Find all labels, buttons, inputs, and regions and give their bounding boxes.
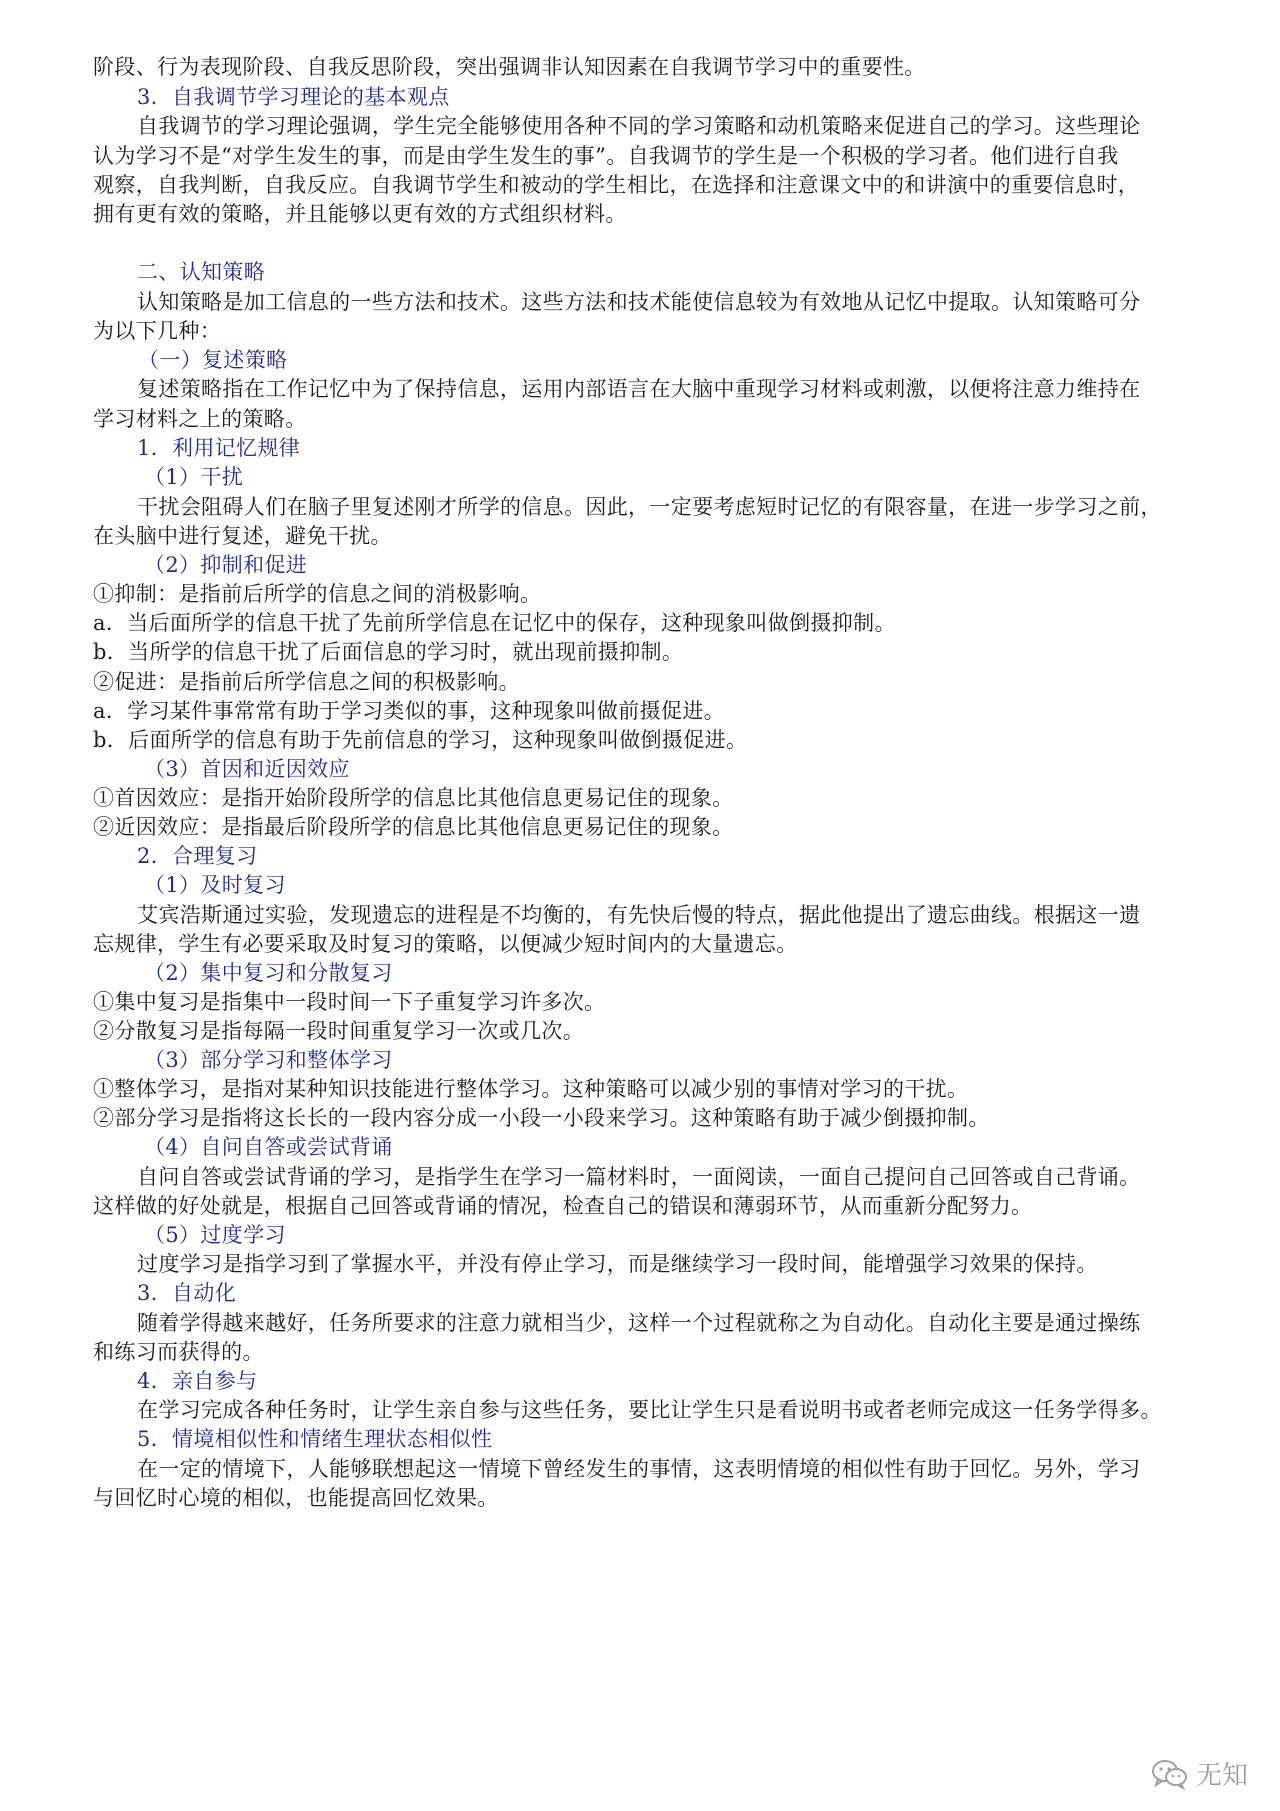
paragraph-line: 自我调节的学习理论强调，学生完全能够使用各种不同的学习策略和动机策略来促进自己的学习。这些理论 [137, 114, 1141, 138]
paragraph-line: 拥有更有效的策略，并且能够以更有效的方式组织材料。 [93, 202, 627, 226]
text-line: 阶段、行为表现阶段、自我反思阶段，突出强调非认知因素在自我调节学习中的重要性。 [93, 55, 926, 79]
paragraph-line: 与回忆时心境的相似，也能提高回忆效果。 [93, 1486, 499, 1510]
item-heading: （2）集中复习和分散复习 [144, 961, 393, 985]
paragraph-line: 在头脑中进行复述，避免干扰。 [93, 524, 392, 548]
item-heading: （1）干扰 [144, 465, 244, 489]
numbered-heading: 3．自动化 [137, 1281, 237, 1305]
section-heading: 二、认知策略 [137, 260, 266, 284]
paragraph-line: 复述策略指在工作记忆中为了保持信息，运用内部语言在大脑中重现学习材料或刺激，以便将注意力维持在 [137, 377, 1141, 401]
watermark [1150, 1755, 1248, 1792]
numbered-heading: 5．情境相似性和情绪生理状态相似性 [137, 1427, 493, 1451]
list-item: ①抑制：是指前后所学的信息之间的消极影响。 [93, 582, 542, 606]
item-heading: （4）自问自答或尝试背诵 [144, 1135, 393, 1159]
list-item: a．学习某件事常常有助于学习类似的事，这种现象叫做前摄促进。 [93, 699, 726, 723]
paragraph-line: 认知策略是加工信息的一些方法和技术。这些方法和技术能使信息较为有效地从记忆中提取。认知策略可分 [137, 290, 1141, 314]
watermark-text: 无知 [1196, 1761, 1249, 1791]
item-heading: （3）首因和近因效应 [144, 757, 350, 781]
item-heading: （2）抑制和促进 [144, 553, 308, 577]
item-heading: （5）过度学习 [144, 1223, 286, 1247]
item-heading: （1）及时复习 [144, 873, 286, 897]
paragraph-line: 随着学得越来越好，任务所要求的注意力就相当少，这样一个过程就称之为自动化。自动化主要是通过操练 [137, 1311, 1141, 1335]
paragraph-line: 为以下几种： [93, 319, 222, 343]
list-item: b．后面所学的信息有助于先前信息的学习，这种现象叫做倒摄促进。 [93, 728, 748, 752]
list-item: ①首因效应：是指开始阶段所学的信息比其他信息更易记住的现象。 [93, 786, 734, 810]
paragraph-line: 在一定的情境下，人能够联想起这一情境下曾经发生的事情，这表明情境的相似性有助于回忆。另外，学习 [137, 1457, 1141, 1481]
paragraph-line: 和练习而获得的。 [93, 1340, 264, 1364]
paragraph-line: 学习材料之上的策略。 [93, 407, 307, 431]
list-item: ①整体学习，是指对某种知识技能进行整体学习。这种策略可以减少别的事情对学习的干扰。 [93, 1077, 969, 1101]
list-item: a．当后面所学的信息干扰了先前所学信息在记忆中的保存，这种现象叫做倒摄抑制。 [93, 611, 896, 635]
numbered-heading: 1．利用记忆规律 [137, 436, 301, 460]
list-item: ②近因效应：是指最后阶段所学的信息比其他信息更易记住的现象。 [93, 815, 734, 839]
item-heading: （3）部分学习和整体学习 [144, 1048, 393, 1072]
list-item: ②部分学习是指将这长长的一段内容分成一小段一小段来学习。这种策略有助于减少倒摄抑制。 [93, 1106, 990, 1130]
paragraph-line: 艾宾浩斯通过实验，发现遗忘的进程是不均衡的，有先快后慢的特点，据此他提出了遗忘曲线。根据这一遗 [137, 903, 1141, 927]
paragraph-line: 这样做的好处就是，根据自己回答或背诵的情况，检查自己的错误和薄弱环节，从而重新分配努力。 [93, 1194, 1033, 1218]
paragraph-line: 忘规律，学生有必要采取及时复习的策略，以便减少短时间内的大量遗忘。 [93, 932, 798, 956]
paragraph-line: 自问自答或尝试背诵的学习，是指学生在学习一篇材料时，一面阅读，一面自己提问自己回答或自己背诵。 [137, 1165, 1141, 1189]
wechat-icon [1150, 1757, 1190, 1791]
numbered-heading: 2．合理复习 [137, 844, 258, 868]
list-item: b．当所学的信息干扰了后面信息的学习时，就出现前摄抑制。 [93, 640, 684, 664]
numbered-heading: 4．亲自参与 [137, 1369, 258, 1393]
paragraph-line: 认为学习不是“对学生发生的事，而是由学生发生的事”。自我调节的学生是一个积极的学习者。他们进行自我 [93, 144, 1119, 168]
paragraph-line: 干扰会阻碍人们在脑子里复述刚才所学的信息。因此，一定要考虑短时记忆的有限容量，在进一步学习之前， [137, 495, 1162, 519]
list-item: ①集中复习是指集中一段时间一下子重复学习许多次。 [93, 990, 606, 1014]
paragraph-line: 过度学习是指学习到了掌握水平，并没有停止学习，而是继续学习一段时间，能增强学习效果的保持。 [137, 1252, 1098, 1276]
section-heading: 3．自我调节学习理论的基本观点 [137, 85, 450, 109]
list-item: ②促进：是指前后所学信息之间的积极影响。 [93, 670, 520, 694]
list-item: ②分散复习是指每隔一段时间重复学习一次或几次。 [93, 1019, 585, 1043]
paragraph-line: 在学习完成各种任务时，让学生亲自参与这些任务，要比让学生只是看说明书或者老师完成这一任务学得多。 [137, 1398, 1162, 1422]
subsection-heading: （一）复述策略 [138, 348, 288, 372]
paragraph-line: 观察，自我判断，自我反应。自我调节学生和被动的学生相比，在选择和注意课文中的和讲演中的重要信息时， [93, 173, 1140, 197]
